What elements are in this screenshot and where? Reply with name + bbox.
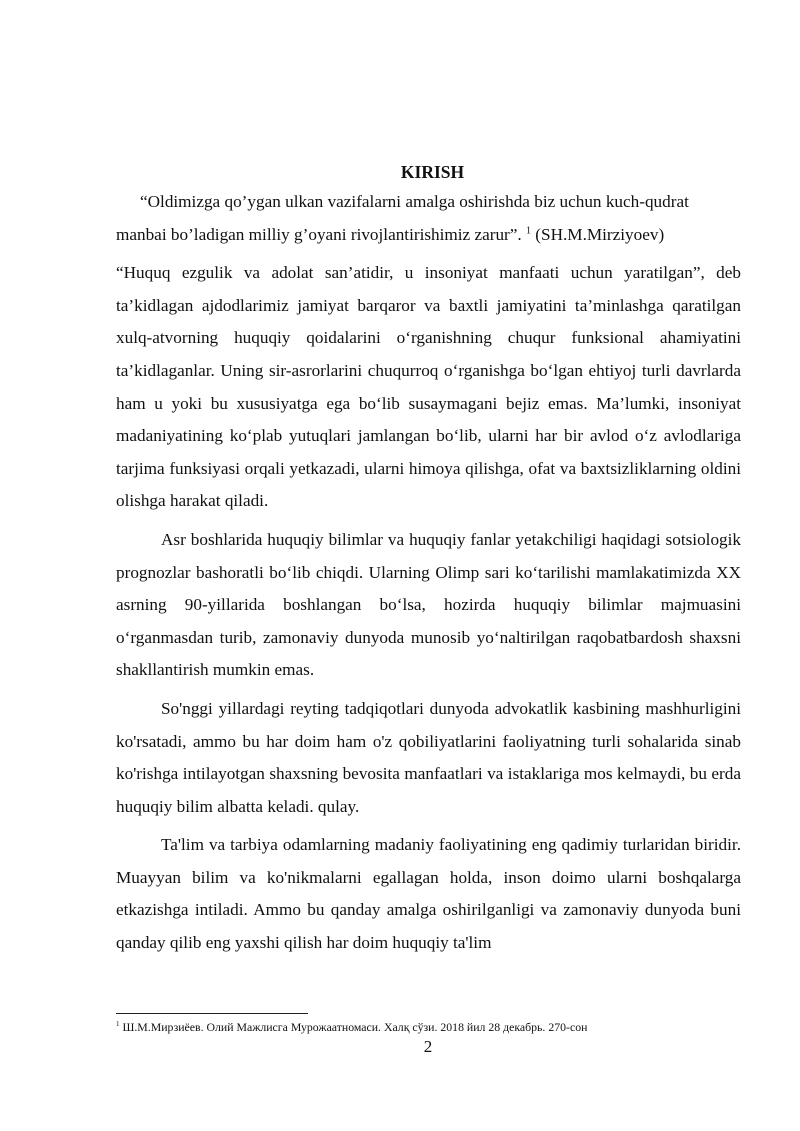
paragraph-1: “Huquq ezgulik va adolat san’atidir, u insoniyat manfaati uchun yaratilgan”, deb ta’kidlagan ajdodlarimiz jamiyat barqaror va baxtli jamiyatini ta’minlashga qaratilgan xulq-atvorning huquqiy qoidalarini oʻrganishning chuqur funksional ahamiyatini ta’kidlaganlar. Uning sir-asrorlarini chuqurroq oʻrganishga boʻlgan ehtiyoj turli davrlarda ham u yoki bu xususiyatga ega boʻlib susaymagani bejiz emas. Ma’lumki, insoniyat madaniyatining koʻplab yutuqlari jamlangan boʻlib, ularni har bir avlod oʻz avlodlariga tarjima funksiyasi orqali yetkazadi, ularni himoya qilishga, ofat va baxtsizliklarning oldini olishga harakat qiladi. bbox=[116, 263, 741, 511]
epigraph-quote bbox=[116, 186, 741, 251]
page-body bbox=[116, 160, 741, 960]
epigraph-author: (SH.M.Mirziyoev) bbox=[535, 224, 665, 244]
footnote-text: Ш.М.Мирзиёев. Олий Мажлисга Мурожаатномаси. Халқ сўзи. 2018 йил 28 декабрь. 270-сон bbox=[122, 1020, 588, 1034]
page-number: 2 bbox=[423, 1037, 433, 1056]
footnote-reference[interactable]: 1 bbox=[526, 224, 531, 236]
section-heading: KIRISH bbox=[400, 162, 465, 182]
footnote bbox=[116, 1019, 756, 1035]
footnote-marker: 1 bbox=[116, 1020, 120, 1029]
paragraph-2: Asr boshlarida huquqiy bilimlar va huquqiy fanlar yetakchiligi haqidagi sotsiologik prognozlar bashoratli boʻlib chiqdi. Ularning Olimp sari koʻtarilishi mamlakatimizda XX asrning 90-yillarida boshlangan boʻlsa, hozirda huquqiy bilimlar majmuasini oʻrganmasdan turib, zamonaviy dunyoda munosib yoʻnaltirilgan raqobatbardosh shaxsni shakllantirish mumkin emas. bbox=[116, 529, 741, 680]
footnote-separator bbox=[116, 1013, 308, 1014]
paragraph-3: So'nggi yillardagi reyting tadqiqotlari dunyoda advokatlik kasbining mashhurligini ko'rsatadi, ammo bu har doim ham o'z qobiliyatlarini faoliyatning turli sohalarida sinab ko'rishga intilayotgan shaxsning bevosita manfaatlari va istaklariga mos kelmaydi, bu erda huquqiy bilim albatta keladi. qulay. bbox=[116, 698, 741, 816]
paragraph-4: Ta'lim va tarbiya odamlarning madaniy faoliyatining eng qadimiy turlaridan biridir. Muayyan bilim va ko'nikmalarni egallagan holda, inson doimo ularni boshqalarga etkazishga intiladi. Ammo bu qanday amalga oshirilganligi va zamonaviy dunyoda buni qanday qilib eng yaxshi qilish har doim huquqiy ta'lim bbox=[116, 835, 741, 953]
epigraph-text: “Oldimizga qo’ygan ulkan vazifalarni amalga oshirishda biz uchun kuch-qudrat manbai bo’ladigan milliy g’oyani rivojlantirishimiz zarur”. bbox=[116, 192, 689, 244]
